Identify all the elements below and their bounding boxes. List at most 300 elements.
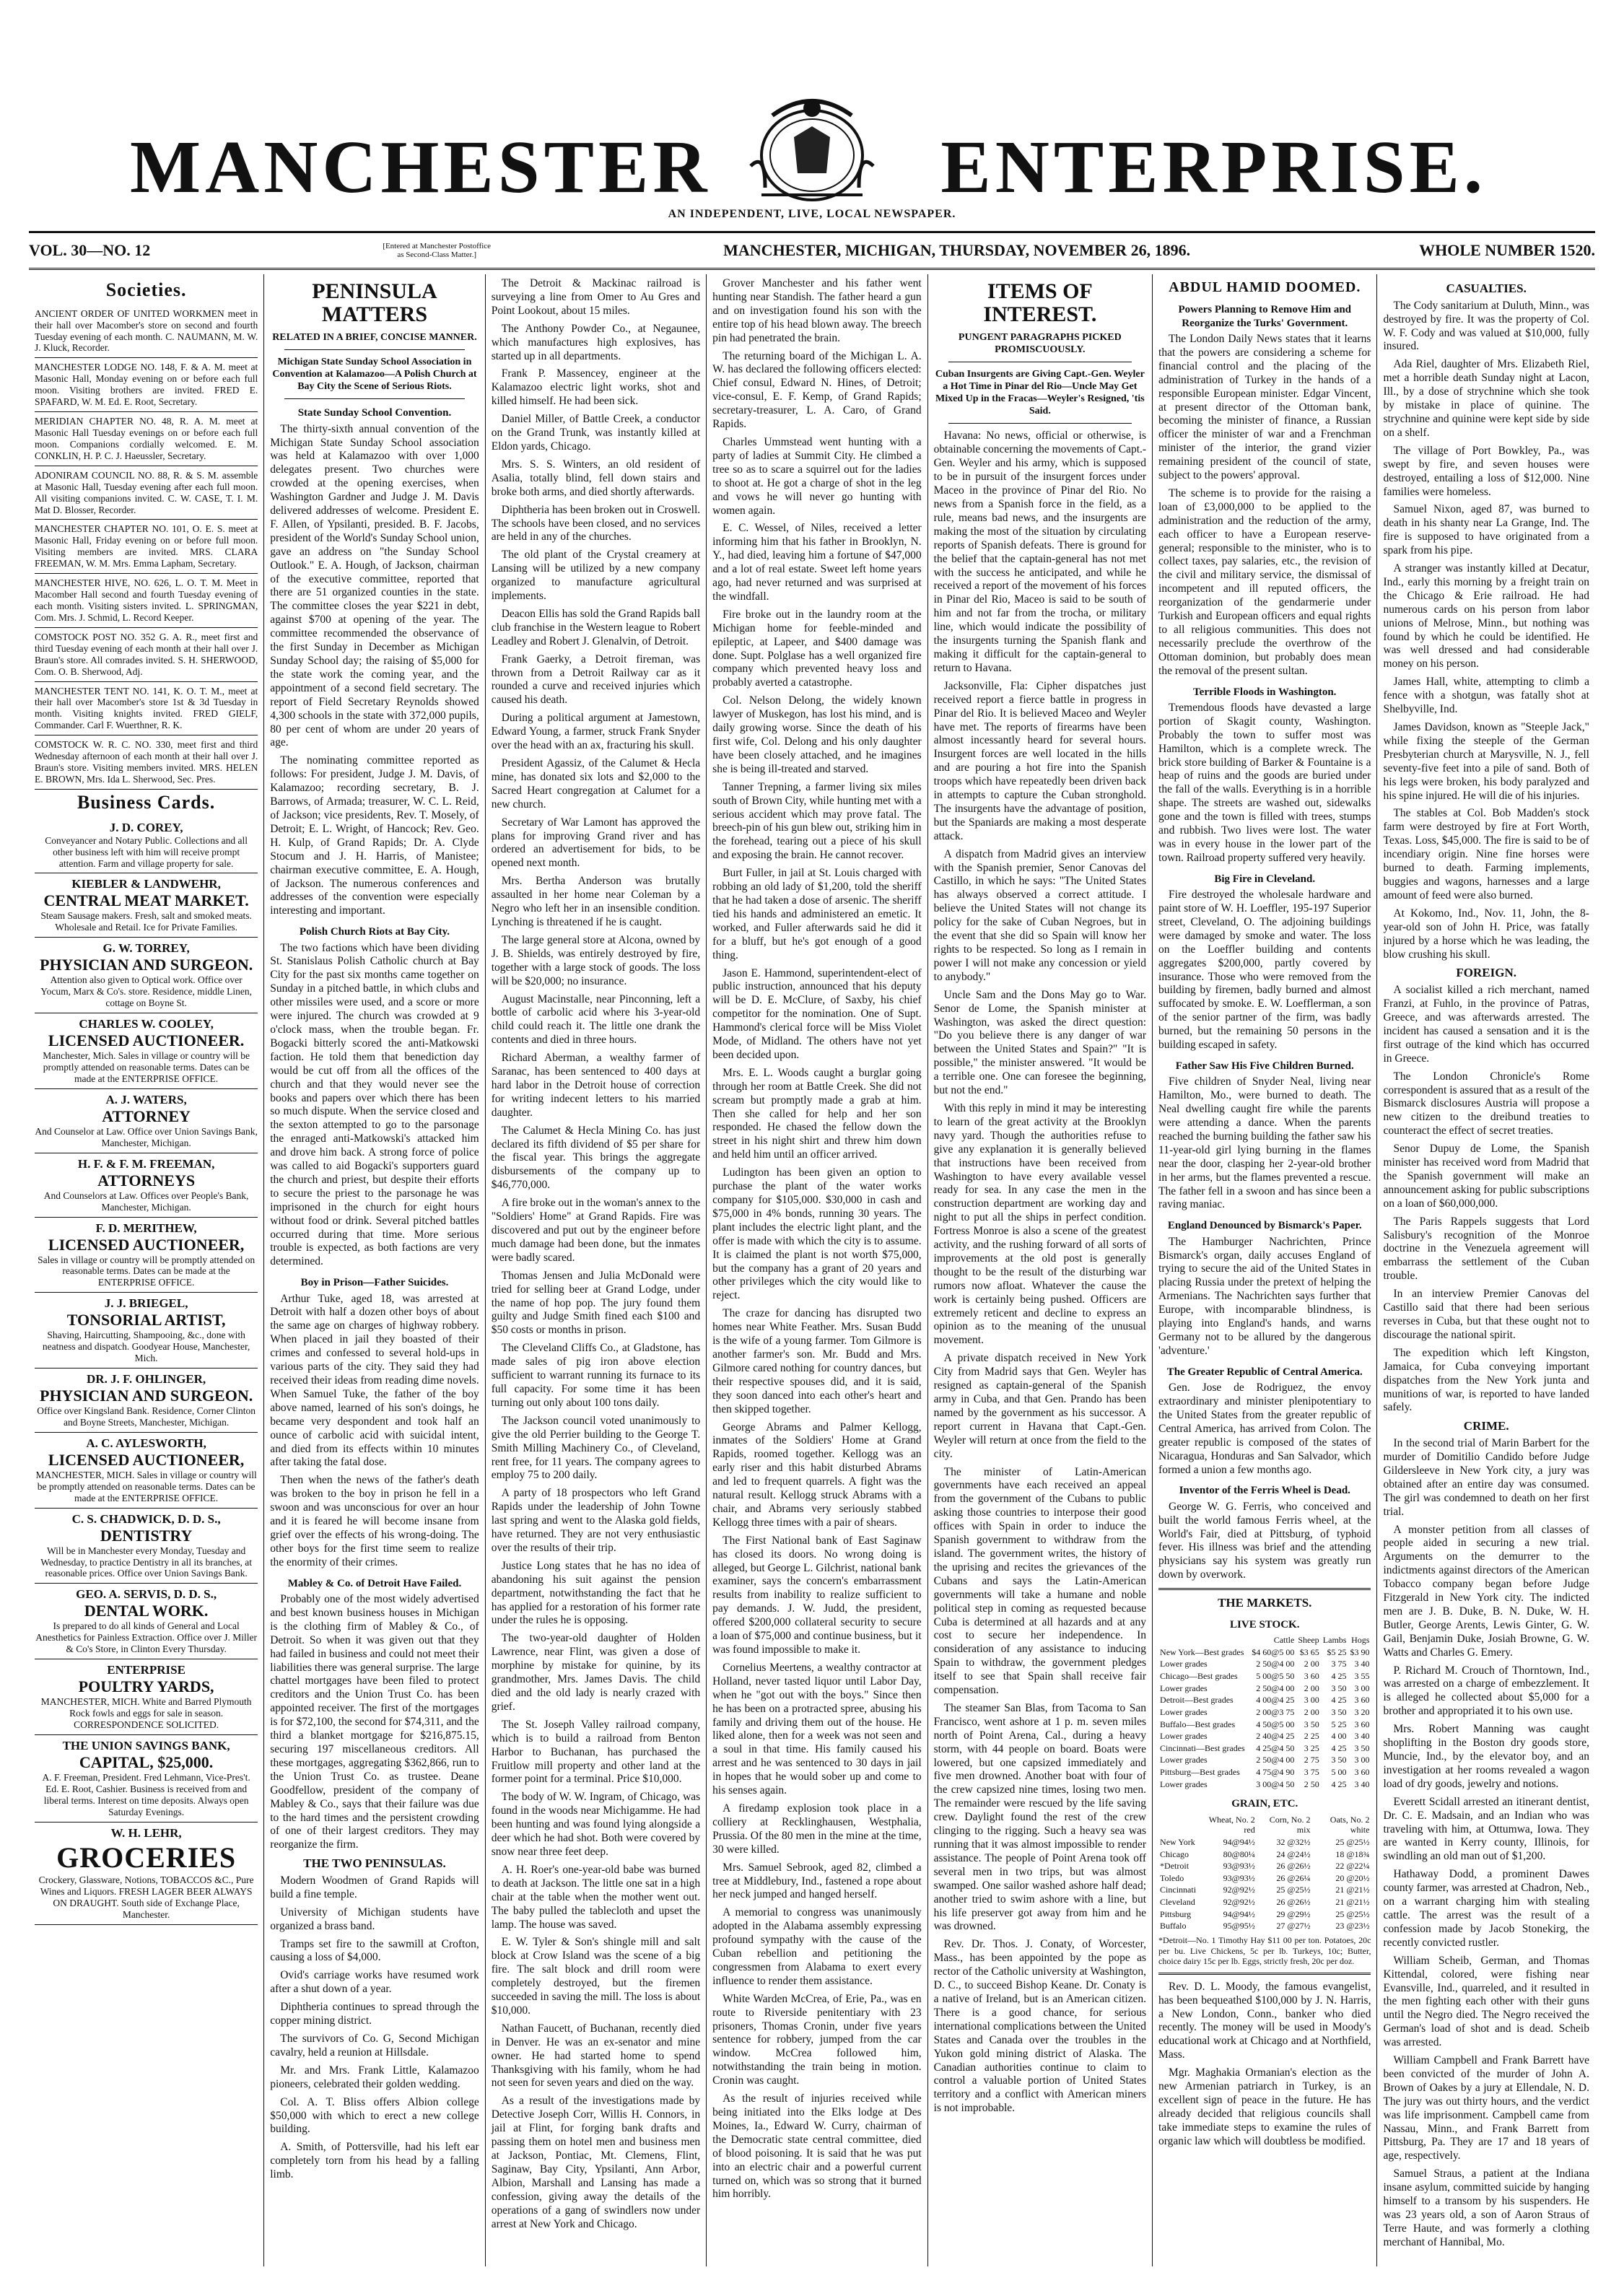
column-1-societies — [29, 274, 264, 2266]
table-cell: 3 60 — [1354, 1719, 1370, 1729]
table-cell: 26 @26½ — [1276, 1897, 1311, 1907]
table-cell: Lower grades — [1160, 1659, 1208, 1669]
table-row — [1158, 1836, 1371, 1848]
casualties-heading: CASUALTIES. — [1446, 281, 1527, 295]
news-item: Col. Nelson Delong, the widely known lawyer of Muskegon, has lost his mind, and is daily growing worse. Since the death of his first wife, Col. Delong and his only daughter have been closely attached, and he imagines she is being ill-treated and starved. — [712, 694, 922, 775]
table-cell: Lower grades — [1160, 1755, 1208, 1765]
section-title: Mabley & Co. of Detroit Have Failed. — [287, 1577, 462, 1589]
business-card-title: ATTORNEY — [102, 1106, 191, 1125]
business-card-title: PHYSICIAN AND SURGEON. — [40, 956, 253, 974]
business-cards-list — [35, 817, 258, 1925]
business-card-title: CAPITAL, $25,000. — [79, 1752, 214, 1771]
business-card — [35, 817, 258, 874]
section-title: Terrible Floods in Washington. — [1193, 686, 1337, 698]
table-cell: 2 00 — [1304, 1659, 1319, 1669]
table-cell: Cleveland — [1160, 1897, 1195, 1907]
table-row — [1158, 1872, 1371, 1885]
business-card-name: J. J. BRIEGEL, — [104, 1296, 188, 1311]
place-and-date: MANCHESTER, MICHIGAN, THURSDAY, NOVEMBER 26, 1896. — [723, 241, 1191, 259]
abdul-hamid-sections — [1158, 303, 1371, 1582]
table-cell: Toledo — [1160, 1872, 1184, 1883]
table-cell: Lower grades — [1160, 1682, 1208, 1693]
table-row — [1158, 1766, 1371, 1778]
business-card-name: THE UNION SAVINGS BANK, — [62, 1738, 230, 1752]
table-cell: 2 25 — [1304, 1731, 1319, 1742]
table-cell: 21 @21½ — [1335, 1885, 1370, 1895]
news-item: Uncle Sam and the Dons May go to War. Senor de Lome, the Spanish minister at Washington, was asked the direct question: "Do you believe there is any danger of war between the United States and Spain?" "It is possible," the minister answered. "It would be a terrible one. One can foresee the beginning, but not the end." — [933, 988, 1147, 1097]
section-title: State Sunday School Convention. — [297, 407, 452, 419]
society-notice: COMSTOCK W. R. C. NO. 330, meet first and third Wednesday afternoon of each month at their hall over J. Braun's store. Visiting members invited. MRS. HELEN E. BROWN, Mrs. Ida L. Sherwood, Sec. Pres. — [35, 735, 258, 790]
table-header-cell: Corn, No. 2 mix — [1269, 1814, 1311, 1835]
news-item: Ludington has been given an option to purchase the plant of the water works company for $105,000. $30,000 in cash and $75,000 in 4% bonds, running 30 years. The plant includes the electric light plant, and the offer is made with which the city is to assume. It is claimed the plant is not worth $75,000, but the company has a grant of 20 years and other privileges which the city would like to reject. — [712, 1166, 922, 1302]
business-card-text: Conveyancer and Notary Public. Collections and all other business left with him will receive prompt attention. Farm and village property for sale. — [45, 834, 248, 869]
table-cell: Cincinnati — [1160, 1885, 1197, 1895]
news-item: Mrs. Samuel Sebrook, aged 82, climbed a tree at Middlebury, Ind., fastened a rope about her neck jumped and hanged herself. — [712, 1861, 922, 1901]
news-item: Rev. D. L. Moody, the famous evangelist, has been bequeathed $100,000 by J. N. Harris, a New London, Conn., banker who died recently. The money will be used in Moody's educational work at Chicago and at Northfield, Mass. — [1158, 1980, 1371, 2061]
table-row — [1158, 1884, 1371, 1896]
news-item: Tanner Trepning, a farmer living six miles south of Brown City, while hunting met with a serious accident which may prove fatal. The breech-pin of his gun blew out, striking him in the forehead, tearing out a piece of his skull and exposing the brain. He cannot recover. — [712, 780, 922, 862]
business-card-name: F. D. MERITHEW, — [95, 1221, 197, 1235]
news-item: As a result of the investigations made by Detective Joseph Corr, Willis H. Connors, in jail at Flint, for forging bank drafts and passing them on hotel men and business men at Jackson, Pontiac, Mt. Clemens, Flint, Saginaw, Bay City, Ypsilanti, Ann Arbor, Albion, Marshall and Lansing has made a confession, giving away the details of the operations of a gang of swindlers now under arrest at New York and Chicago. — [491, 2095, 701, 2230]
section-title: Father Saw His Five Children Burned. — [1175, 1060, 1354, 1072]
news-item: Secretary of War Lamont has approved the plans for improving Grand river and has ordered an advertisement for bids, to be opened next month. — [491, 816, 701, 870]
table-cell: 5 25 — [1331, 1719, 1347, 1729]
news-item: George Abrams and Palmer Kellogg, inmates of the Soldiers' Home at Grand Rapids, roomed together. Kellogg was an early riser and this habit disturbed Abrams and led to frequent quarrels. A fight was the natural result. Kellogg struck Abrams with a chair, and Abrams very seriously stabbed Kellogg three times with a pair of shears. — [712, 1420, 922, 1529]
table-cell: 92@92½ — [1223, 1897, 1255, 1907]
table-cell: $5 25 — [1327, 1646, 1347, 1657]
table-cell: Lower grades — [1160, 1778, 1208, 1789]
news-item: The craze for dancing has disrupted two homes near White Feather. Mrs. Susan Budd is the wife of a young farmer. Tom Gilmore is another farmer's son. Mr. Budd and Mrs. Gilmore cared nothing for country dances, but their respective spouses did, and it is said, they soon danced into each other's heart and then skipped together. — [712, 1307, 922, 1415]
table-cell: 3 75 — [1331, 1659, 1347, 1669]
news-item: Justice Long states that he has no idea of abandoning his suit against the pension department, notwithstanding the fact that he has applied for a restoration of his former rate under the rules he is opposing. — [491, 1559, 701, 1627]
news-item: Frank Gaerky, a Detroit fireman, was thrown from a Detroit Railway car as it rounded a curve and received injuries which caused his death. — [491, 652, 701, 707]
news-item: The Paris Rappels suggests that Lord Salisbury's recognition of the Monroe doctrine in the Venezuela agreement will embarrass the settlement of the Cuban trouble. — [1383, 1215, 1589, 1283]
news-item: Rev. Dr. Thos. J. Conaty, of Worcester, Mass., has been appointed by the pope as rector of the Catholic university at Washington, D. C., to succeed Bishop Keane. Dr. Conaty is a native of Ireland, but is an American citizen. There is a good chance, for serious international complications between the United States and Canada over the troubles in the Yukon gold mining district of Alaska. The Canadian authorities continue to claim to control a valuable portion of United States territory and a conflict with American miners is not improbable. — [933, 1938, 1147, 2115]
news-item: Mr. and Mrs. Frank Little, Kalamazoo pioneers, celebrated their golden wedding. — [270, 2064, 479, 2090]
items-paragraphs — [934, 429, 1146, 2116]
table-cell: 3 40 — [1354, 1659, 1370, 1669]
news-item: The expedition which left Kingston, Jamaica, for Cuba conveying important dispatches from the New York junta and munitions of war, is reported to have landed safely. — [1383, 1346, 1589, 1414]
news-item: Ovid's carriage works have resumed work after a shut down of a year. — [270, 1969, 479, 1996]
article-paragraph: Five children of Snyder Neal, living near Hamilton, Mo., were burned to death. The Neal dwelling caught fire while the parents were attending a dance. When the parents reached the burning building the father saw his 11-year-old girl lying burning in the flames near the door, clasping her 2-year-old brother in her arms, but the flames prevented a rescue. The father fell in a swoon and has since been a raving maniac. — [1158, 1075, 1371, 1211]
news-item: Hathaway Dodd, a prominent Dawes county farmer, was arrested at Chadron, Neb., on a warrant charging him with stealing cattle. The arrest was the result of a confession made by Jacob Stonekirg, the recently convicted rustler. — [1383, 1868, 1589, 1949]
business-card-text: Is prepared to do all kinds of General and Local Anesthetics for Painless Extraction. Office over J. Miller & Co's Store, in Clinton Every Thursday. — [35, 1620, 258, 1655]
news-item: Cornelius Meertens, a wealthy contractor at Holland, never tasted liquor until Labor Day, when he "got out with the boys." Since then he has been on a protracted spree, abusing his family and driving them out of the house. He liked alone, then for a week was not seen and a soul in that time. His family caused his arrest and he was sentenced to 30 days in jail in hopes that he would sober up and come to his senses again. — [712, 1661, 922, 1797]
casualties-paragraphs — [1383, 300, 1589, 962]
article-paragraph: Gen. Jose de Rodriguez, the envoy extraordinary and minister plenipotentiary to the United States from the greater republic of Central America, has arrived from Colon. The greater republic is composed of the states of Nicaragua, Honduras and San Salvador, which formed a union a few months ago. — [1158, 1381, 1371, 1476]
society-notice: COMSTOCK POST NO. 352 G. A. R., meet first and third Tuesday evening of each month at their hall over J. Braun's store. All comrades invited. S. H. SHERWOOD, Com. O. B. Sherwood, Adj. — [35, 628, 258, 682]
business-card-name: A. C. AYLESWORTH, — [86, 1436, 206, 1450]
business-card — [35, 1293, 258, 1369]
table-row — [1158, 1694, 1371, 1706]
table-cell: 22 @22¼ — [1335, 1861, 1370, 1872]
table-cell: 29 @29½ — [1276, 1908, 1311, 1919]
table-cell: New York—Best grades — [1160, 1646, 1244, 1657]
news-item: James Hall, white, attempting to climb a fence with a shotgun, was fatally shot at Shelbyville, Ind. — [1383, 676, 1589, 716]
table-cell: 2 00 — [1304, 1706, 1319, 1717]
news-item: With this reply in mind it may be interesting to learn of the great activity at the Brooklyn navy yard. Though the authorities refuse to give any explanation it is generally believed that instructions have been received from Washington to have every available vessel ready for sea. In any case the men in the construction department are working day and night to put all the ships in perfect condition. Fortress Monroe is also a scene of the greatest activity, and the rushing forward of all sorts of improvements at the old post is generally thought to be the result of the disturbing war rumors now afloat. Whatever the cause the work is certainly being pushed. Officers are extremely reticent and decline to express an opinion as to the meaning of the unusual movement. — [933, 1101, 1147, 1347]
table-cell: 3 50 — [1354, 1742, 1370, 1753]
news-item: President Agassiz, of the Calumet & Hecla mine, has donated six lots and $2,000 to the Sacred Heart congregation at Calumet for a new church. — [491, 757, 701, 811]
table-cell: 23 @23½ — [1335, 1921, 1370, 1931]
table-cell: 92@92½ — [1223, 1885, 1255, 1895]
news-item: The Anthony Powder Co., at Negaunee, which manufactures high explosives, has started up in all departments. — [491, 322, 701, 362]
business-card — [35, 1509, 258, 1584]
news-item: The St. Joseph Valley railroad company, which is to build a railroad from Benton Harbor to Buchanan, has purchased the Fruitlow mill property and other land at the former point for a terminal. Price $10,000. — [491, 1718, 701, 1786]
business-card-title: GROCERIES — [56, 1841, 237, 1874]
news-item: Tramps set fire to the sawmill at Crofton, causing a loss of $4,000. — [270, 1937, 479, 1964]
business-card-title: DENTAL WORK. — [84, 1602, 209, 1620]
grain-table — [1158, 1814, 1371, 1932]
table-cell: 80@80¼ — [1223, 1848, 1255, 1859]
table-header-cell: Sheep — [1298, 1635, 1319, 1646]
table-cell: 26 @26½ — [1276, 1861, 1311, 1872]
business-card-name: W. H. LEHR, — [110, 1825, 182, 1840]
section-title: Big Fire in Cleveland. — [1214, 873, 1316, 885]
news-item: White Warden McCrea, of Erie, Pa., was en route to Riverside penitentiary with 23 prisoners, Thomas Cronin, under five years sentence for robbery, jumped from the car window. McCrea followed him, notwithstanding the train being in motion. Cronin was caught. — [712, 1992, 922, 2087]
table-cell: 3 40 — [1354, 1731, 1370, 1742]
table-cell: 3 60 — [1354, 1767, 1370, 1778]
table-cell: 2 50@4 00 — [1256, 1682, 1295, 1693]
column-6-abdul-hamid — [1153, 274, 1377, 2266]
news-item: Nathan Faucett, of Buchanan, recently died in Denver. He was an ex-senator and mine owner. He had started home to spend Thanksgiving with his family, whom he had not seen for seven years and died on the way. — [491, 2022, 701, 2090]
business-card-text: MANCHESTER, MICH. White and Barred Plymouth Rock fowls and eggs for sale in season. CORRESPONDENCE SOLICITED. — [40, 1696, 252, 1731]
table-row — [1158, 1908, 1371, 1921]
news-item: Thomas Jensen and Julia McDonald were tried for selling beer at Grand Lodge, under the name of hop pop. The jury found them guilty and Judge Smith fined each $100 and $50 costs or months in prison. — [491, 1269, 701, 1337]
table-cell: 3 50 — [1331, 1706, 1347, 1717]
table-row — [1158, 1860, 1371, 1872]
whole-number: WHOLE NUMBER 1520. — [1419, 241, 1595, 259]
business-card-name: J. D. COREY, — [109, 820, 183, 834]
business-card-text: Manchester, Mich. Sales in village or country will be promptly attended on reasonable terms. Dates can be made at the ENTERPRISE OFFICE. — [43, 1050, 250, 1084]
business-card-title: DENTISTRY — [100, 1526, 193, 1545]
news-item: August Macinstalle, near Pinconning, left a bottle of carbolic acid where his 3-year-old child could reach it. The little one drank the contents and died in three hours. — [491, 992, 701, 1047]
table-cell: 94@94½ — [1223, 1908, 1255, 1919]
business-card — [35, 1584, 258, 1659]
table-cell: 4 00 — [1331, 1731, 1347, 1742]
table-cell: 3 00 — [1354, 1755, 1370, 1765]
news-item: Mrs. Bertha Anderson was brutally assaulted in her home near Coleman by a Negro who left her in an insensible condition. Lynching is threatened if he is caught. — [491, 875, 701, 928]
table-cell: 4 50@5 00 — [1256, 1719, 1295, 1729]
table-cell: 4 25 — [1331, 1778, 1347, 1789]
news-item: Jason E. Hammond, superintendent-elect of public instruction, announced that his deputy will be D. E. McClure, of Saxby, his chief competitor for the nomination. One of Supt. Hammond's clerical force will be Miss Violet Mode, of Midland. The others have not yet been decided upon. — [712, 966, 922, 1061]
table-cell: $3 90 — [1350, 1646, 1370, 1657]
table-cell: 21 @21½ — [1335, 1897, 1370, 1907]
peninsula-sections — [270, 406, 479, 1852]
table-header-cell — [1158, 1634, 1249, 1646]
section-title: The Greater Republic of Central America. — [1166, 1366, 1363, 1378]
items-heading: ITEMS OF INTEREST. — [983, 279, 1097, 326]
business-card-name: ENTERPRISE — [107, 1663, 185, 1677]
news-item: Jacksonville, Fla: Cipher dispatches just received report a fierce battle in progress in Pinar del Rio. It is believed Maceo and Weyler have met. The reports of firearms have been almost incessantly heard for several hours. Insurgent forces are well located in the hills and are pouring a hot fire into the Spanish troops which have repeatedly been driven back in attempts to capture the Cuban stronghold. The insurgents have the advantage of position, but the Spaniards are making a most desperate attack. — [933, 679, 1147, 842]
business-card — [35, 873, 258, 938]
news-item: Samuel Straus, a patient at the Indiana insane asylum, committed suicide by hanging himself to a transom by his suspenders. He was 23 years old, a son of Aaron Straus of Terre Haute, and was formerly a clothing merchant of Hannibal, Mo. — [1383, 2168, 1589, 2248]
table-row — [1158, 1646, 1371, 1659]
grain-note: *Detroit—No. 1 Timothy Hay $11 00 per ton. Potatoes, 20c per bu. Live Chickens, 5c per lb. Turkeys, 10c; Butter, choice dairy 15c per lb. Eggs, strictly fresh, 20c per doz. — [1158, 1934, 1371, 1967]
business-card-text: A. F. Freeman, President. Fred Lehmann, Vice-Pres't. Ed. E. Root, Cashier. Business is received from and liberal terms. Interest on time deposits. Always open Saturday Evenings. — [42, 1771, 250, 1817]
news-item: James Davidson, known as "Steeple Jack," while fixing the steeple of the German Presbyterian church at Marysville, N. J., fell seventy-five feet into a pile of sand. Both of his legs were broken, his body paralyzed and his spine injured. He will die of his injuries. — [1383, 721, 1589, 802]
business-card-title: TONSORIAL ARTIST, — [66, 1311, 226, 1330]
volume-number: VOL. 30—NO. 12 — [29, 241, 151, 259]
column-3-news — [486, 274, 707, 2266]
business-card-text: Will be in Manchester every Monday, Tuesday and Wednesday, to practice Dentistry in all its branches, at reasonable prices. Office over Union Savings Bank. — [40, 1545, 252, 1579]
business-card-name: KIEBLER & LANDWEHR, — [71, 877, 221, 891]
business-card-name: GEO. A. SERVIS, D. D. S., — [76, 1587, 217, 1602]
table-cell: 2 50@4 00 — [1256, 1659, 1295, 1669]
article-paragraph: The thirty-sixth annual convention of the Michigan State Sunday School association was held at Kalamazoo with over 1,000 delegates present. Two churches were crowded at the opening exercises, when Washington Gardner and Judge J. M. Davis delivered addresses of welcome. President E. F. Allen, of Ypsilanti, presided. B. F. Jacobs, president of the World's Sunday School union, gave an address on "the Sunday School Outlook." E. A. Hough, of Jackson, chairman of the executive committee, reported that there are 51 organized counties in the state. The committee closes the year $221 in debt, against $700 at opening of the year. The committee recommended the observance of the first Sunday in December as Michigan Sunday School day; the raising of $5,000 for the state work the coming year, and the appointment of a second field secretary. The report of Field Secretary Reynolds showed 4,300 schools in the state with 372,000 pupils, 80 per cent of whom are under 20 years of age. — [270, 422, 479, 749]
article-paragraph: Fire destroyed the wholesale hardware and paint store of W. H. Loeffler, 195-197 Superior street, Cleveland, O. The adjoining buildings were damaged by smoke and water. The loss on the Loeffler building and contents aggregates $200,000, partly covered by insurance. Those who were removed from the building by firemen, badly burned and almost suffocated by smoke. E. W. Loefflerman, a son of the senior partner of the firm, was badly burned, but the remaining 50 persons in the building escaped in safety. — [1158, 889, 1371, 1052]
news-item: A socialist killed a rich merchant, named Franzi, at Fuhlo, in the province of Patras, Greece, and was afterwards arrested. The incident has caused a sensation and it is the first outrage of the kind which has occurred in Greece. — [1383, 984, 1589, 1065]
table-row — [1158, 1778, 1371, 1791]
table-cell: Chicago—Best grades — [1160, 1671, 1238, 1682]
peninsula-heading: PENINSULA MATTERS — [312, 279, 437, 326]
tagline: AN INDEPENDENT, LIVE, LOCAL NEWSPAPER. — [668, 208, 956, 220]
table-cell: 3 25 — [1304, 1742, 1319, 1753]
news-item: Senor Dupuy de Lome, the Spanish minister has received word from Madrid that the Spanish government will make an announcement asking for public subscriptions on a loan of $60,000,000. — [1383, 1143, 1589, 1210]
business-card-title: CENTRAL MEAT MARKET. — [43, 891, 249, 910]
title-enterprise: ENTERPRISE. — [940, 126, 1487, 209]
news-item: The two-year-old daughter of Holden Lawrence, near Flint, was given a dose of morphine by mistake for quinine, by its grandmother, Mrs. James Davis. The child died and the old lady is nearly crazed with grief. — [491, 1632, 701, 1713]
table-cell: Lower grades — [1160, 1731, 1208, 1742]
business-card-text: Sales in village or country will be promptly attended on reasonable terms. Dates can be made at the ENTERPRISE OFFICE. — [38, 1254, 256, 1288]
business-card — [35, 1013, 258, 1089]
postoffice-note: [Entered at Manchester Postoffice as Second-Class Matter.] — [383, 241, 492, 259]
news-item: At Kokomo, Ind., Nov. 11, John, the 8-year-old son of John H. Price, was fatally injured by a horse which he was leading, the blow crushing his skull. — [1383, 907, 1589, 961]
society-notice: MANCHESTER HIVE, NO. 626, L. O. T. M. Meet in Macomber Hall second and fourth Tuesday evening of each month. Visiting sisters invited. L. SPRINGMAN, Com. Mrs. J. Schmid, L. Record Keeper. — [35, 574, 258, 628]
peninsula-subheading: RELATED IN A BRIEF, CONCISE MANNER. — [272, 332, 477, 343]
table-cell: 3 50 — [1331, 1682, 1347, 1693]
foreign-paragraphs — [1383, 984, 1589, 1415]
state-seal-illustration — [722, 87, 902, 209]
table-cell: $4 60@5 00 — [1252, 1646, 1295, 1657]
news-item: The First National bank of East Saginaw has closed its doors. No wrong doing is alleged, but George L. Gilchrist, national bank examiner, says the concern's embarrassment results from inability to realize sufficient to pay demands. J. W. Judd, the president, offered $200,000 collateral security to secure a loan of $75,000 and continue business, but it was found impossible to make it. — [712, 1534, 922, 1656]
table-cell: 2 50 — [1304, 1778, 1319, 1789]
table-cell: 4 25@4 50 — [1256, 1742, 1295, 1753]
section-title: Powers Planning to Remove Him and Reorganize the Turks' Government. — [1178, 304, 1352, 329]
table-cell: Pittsburg—Best grades — [1160, 1767, 1240, 1778]
business-card — [35, 1089, 258, 1153]
business-card — [35, 1735, 258, 1823]
grain-heading: GRAIN, ETC. — [1231, 1798, 1298, 1810]
table-cell: 3 75 — [1304, 1767, 1319, 1778]
news-item: Deacon Ellis has sold the Grand Rapids ball club franchise in the Western league to Robert Leadley and Robert J. Glenalvin, of Detroit. — [491, 607, 701, 647]
masthead — [29, 43, 1595, 233]
table-cell: 25 @25½ — [1335, 1908, 1370, 1919]
table-cell: 3 60 — [1304, 1671, 1319, 1682]
news-item: The minister of Latin-American governments have each received an appeal from the government of the Cubans to public asking those countries to interpose their good offices with Spain in order to induce the Spanish government to withdraw from the island. The government writes, the history of the uprising and recites the grievances of the Cubans and says the Latin-American governments will take a humane and noble political step in coming as requested because Cuba is determined at all hazards and at any cost to secure her independence. In consideration of any assistance to inducing Spain to withdraw, the government pledges itself to see that Spain shall receive fair compensation. — [933, 1465, 1147, 1697]
societies-list — [35, 305, 258, 790]
table-cell: 3 00 — [1354, 1682, 1370, 1693]
business-card-text: And Counselor at Law. Office over Union Savings Bank, Manchester, Michigan. — [35, 1125, 258, 1148]
society-notice: MANCHESTER LODGE NO. 148, F. & A. M. meet at Masonic Hall, Monday evening on or before each full moon. Visiting brothers are invited. FRED E. SPAFARD, W. M. Ed. E. Root, Secretary. — [35, 358, 258, 412]
article-paragraph: George W. G. Ferris, who conceived and built the world famous Ferris wheel, at the World's Fair, died at Pittsburg, of typhoid fever. His illness was brief and the attending physicians say his system was greatly run down by overwork. — [1158, 1500, 1371, 1581]
news-item: The Calumet & Hecla Mining Co. has just declared its fifth dividend of $5 per share for the fiscal year. This brings the aggregate disbursements of the company up to $46,770,000. — [491, 1124, 701, 1192]
table-cell: 2 40@4 25 — [1256, 1731, 1295, 1742]
table-cell: 32 @32½ — [1276, 1836, 1311, 1847]
table-cell: Cincinnati—Best grades — [1160, 1742, 1245, 1753]
table-cell: Chicago — [1160, 1848, 1189, 1859]
table-row — [1158, 1658, 1371, 1670]
article-paragraph: The two factions which have been dividing St. Stanislaus Polish Catholic church at Bay City for the past six months came together on Sunday in a pitched battle, in which clubs and other missiles were used, and a score or more were injured. The church was crowded at 9 o'clock mass, when the trouble began. Fr. Bogacki bitterly scored the anti-Matkowski faction. He told them that benediction day would be cut off from all the offices of the church and that they would never see the books and papers over which there has been so much dispute. When the service closed and the sexton attempted to go to the parsonage the enraged anti-Matkowski's attacked him and drove him back. A strong force of police was called to aid Bogacki's supporters guard the church and priest, but despite their efforts to secure the priest to the parsonage he was imprisoned in the church for eight hours without food or drink. Several pitched battles occurred during that time. More serious trouble is expected, as both factions are very determined. — [270, 941, 479, 1268]
table-header-cell: Lambs — [1322, 1635, 1347, 1646]
table-cell: *Detroit — [1160, 1861, 1189, 1872]
article-paragraph: The Hamburger Nachrichten, Prince Bismarck's organ, daily accuses England of trying to secure the aid of the United States in placing Russia under the pretext of helping the Armenians. The Nachrichten says further that Europe, with incomparable blindness, is playing into England's hands, and warns Germany not to be allured by the dangerous 'adventure.' — [1158, 1235, 1371, 1357]
news-item: The stables at Col. Bob Madden's stock farm were destroyed by fire at Fort Worth, Texas. Loss, $45,000. The fire is said to be of incendiary origin. Nine fine horses were burned to death. Farming implements, buggies and wagons, harnesses and a large amount of feed were also burned. — [1383, 807, 1589, 902]
business-card-title: PHYSICIAN AND SURGEON. — [40, 1387, 253, 1405]
table-cell: 94@94½ — [1223, 1836, 1255, 1847]
article-paragraph: Then when the news of the father's death was broken to the boy in prison he fell in a swoon and was unconscious for over an hour and it is feared he will become insane from grief over the effects of his wrong-doing. The other boys for the first time seem to realize the enormity of their crimes. — [270, 1474, 479, 1568]
news-item: Burt Fuller, in jail at St. Louis charged with robbing an old lady of $1,200, told the sheriff that he had taken a dose of arsenic. The sheriff tied his hands and administered an emetic. It worked, and Fuller afterwards said he did it for a bluff, but he's got enough of a good thing. — [712, 867, 922, 961]
news-item: A party of 18 prospectors who left Grand Rapids under the leadership of John Towne last spring and went to the Alaska gold fields, have returned. They are not very enthusiastic over the results of their trip. — [491, 1487, 701, 1554]
table-cell: 26 @26¼ — [1276, 1872, 1311, 1883]
table-row — [1158, 1742, 1371, 1755]
business-card — [35, 1659, 258, 1735]
business-card-text: Steam Sausage makers. Fresh, salt and smoked meats. Wholesale and Retail. Ice for Private Families. — [40, 910, 252, 933]
society-notice: MANCHESTER CHAPTER NO. 101, O. E. S. meet at Masonic Hall, Friday evening on or before full moon. Visiting members are invited. MRS. CLARA FREEMAN, W. M. Mrs. Emma Lapham, Secretary. — [35, 520, 258, 574]
table-cell: 2 00@3 75 — [1256, 1706, 1295, 1717]
news-item: E. W. Tyler & Son's shingle mill and salt block at Crow Island was the scene of a big fire. The salt block and drill room were completely destroyed, but the firemen succeeded in saving the mill. The loss is about $10,000. — [491, 1936, 701, 2017]
table-cell: 3 20 — [1354, 1706, 1370, 1717]
news-item: Frank P. Massencey, engineer at the Kalamazoo electric light works, shot and killed himself. He had been sick. — [491, 367, 701, 408]
business-card-name: DR. J. F. OHLINGER, — [87, 1372, 206, 1387]
business-card-text: Attention also given to Optical work. Office over Yocum, Marx & Co's. store. Residence, middle Linen, cottage on Boyne St. — [40, 974, 252, 1009]
table-cell: 3 40 — [1354, 1778, 1370, 1789]
table-header-cell: Hogs — [1351, 1635, 1370, 1646]
society-notice: ADONIRAM COUNCIL NO. 88, R. & S. M. assemble at Masonic Hall, Tuesday evening after each full moon. All visiting companions invited. C. W. CASE, T. I. M. Mat D. Blosser, Recorder. — [35, 466, 258, 520]
business-card — [35, 1433, 258, 1509]
title-manchester: MANCHESTER — [130, 126, 712, 209]
news-item: Mrs. E. L. Woods caught a burglar going through her room at Battle Creek. She did not scream but promptly made a grab at him. Then she called for help and her son responded. He chased the fellow down the street in his night shirt and threw him down and held him until an officer arrived. — [712, 1066, 922, 1161]
section-title: Boy in Prison—Father Suicides. — [300, 1277, 449, 1289]
news-item: A dispatch from Madrid gives an interview with the Spanish premier, Senor Canovas del Castillo, in which he says: "The United States has always observed a correct attitude. I believe the United States will not change its policy for the sake of Cuban Negroes, but in the event that she did so Spain will know her rights to be respected. So long as I remain in power I will not make any concession or yield to anybody." — [933, 847, 1147, 983]
table-cell: Buffalo—Best grades — [1160, 1719, 1236, 1729]
news-item: William Campbell and Frank Barrett have been convicted of the murder of John A. Brown of Oakes by a jury at Ellendale, N. D. The jury was out thirty hours, and the verdict was life imprisonment. Campbell came from Nassau, Minn., and Frank Barrett from Pittsburg, Pa. They are 17 and 18 years of age, respectively. — [1383, 2054, 1589, 2162]
article-paragraph: The London Daily News states that it learns that the powers are considering a scheme for financial control and the placing of the administration of Turkey in the hands of a responsible European minister. Edgar Vincent, at present director of the Ottoman bank, becoming the minister of finance, a Russian officer the minister of war and a Frenchman minister of the interior, the grand vizier remaining president of the council of state, subject to the powers' approval. — [1158, 332, 1371, 482]
societies-heading: Societies. — [105, 279, 187, 300]
two-peninsulas-items — [270, 1874, 479, 2182]
news-item: Richard Aberman, a wealthy farmer of Saranac, has been sentenced to 400 days at hard labor in the Detroit house of correction for writing indecent letters to his married daughter. — [491, 1052, 701, 1119]
foreign-heading: FOREIGN. — [1456, 966, 1516, 980]
table-cell: 4 25 — [1331, 1671, 1347, 1682]
table-cell: Detroit—Best grades — [1160, 1695, 1234, 1706]
news-item: A private dispatch received in New York City from Madrid says that Gen. Weyler has resigned as captain-general of the Spanish army in Cuba, and that Gen. Prando has been named by the government as his successor. A report current in Havana that Capt.-Gen. Weyler will return at once from the field to the city. — [933, 1352, 1147, 1460]
table-row — [1158, 1920, 1371, 1932]
crime-paragraphs — [1383, 1437, 1589, 2250]
news-item: The survivors of Co. G, Second Michigan cavalry, held a reunion at Hillsdale. — [270, 2033, 479, 2059]
news-item: The village of Port Bowkley, Pa., was swept by fire, and seven houses were destroyed, entailing a loss of $12,000. Nine families were homeless. — [1383, 444, 1589, 498]
table-cell: 93@93½ — [1223, 1861, 1255, 1872]
table-row — [1158, 1682, 1371, 1695]
news-item: As the result of injuries received while being initiated into the Elks lodge at Des Moines, Ia., Edward W. Curry, chairman of the Democratic state central committee, died of blood poisoning. It is said that he was put into an electric chair and a powerful current turned on, which was so strong that it burned him horribly. — [712, 2092, 922, 2201]
table-cell: 95@95½ — [1223, 1921, 1255, 1931]
news-item: The Cody sanitarium at Duluth, Minn., was destroyed by fire. It was the property of Col. W. F. Cody and was valued at $10,000, fully insured. — [1383, 299, 1589, 353]
table-cell: 93@93½ — [1223, 1872, 1255, 1883]
news-item: E. C. Wessel, of Niles, received a letter informing him that his father in Brooklyn, N. Y., had died, leaving him a fortune of $47,000 and a lot of real estate. Sweet left home years ago, had never returned and was surprised at the windfall. — [712, 522, 922, 603]
business-card-text: Shaving, Haircutting, Shampooing, &c., done with neatness and dispatch. Goodyear House, Manchester, Mich. — [42, 1330, 250, 1364]
business-card-text: MANCHESTER, MICH. Sales in village or country will be promptly attended on reasonable terms. Dates can be made at the ENTERPRISE OFFICE. — [35, 1469, 257, 1503]
article-paragraph: The nominating committee reported as follows: For president, Judge J. M. Davis, of Kalamazoo; recording secretary, B. J. Barrows, of Armada; treasurer, W. C. L. Reid, of Jackson; vice presidents, Rev. T. Mosely, of Detroit; E. L. Wright, of Hancock; Rev. Geo. H. Kulp, of Grand Rapids; Dr. A. Clyde Stocum and J. H. Harris, of Manistee; chairman executive committee, E. A. Hough, of Jackson. The numerous conferences and addresses of the convention were especially interesting and important. — [270, 754, 479, 917]
crime-heading: CRIME. — [1463, 1419, 1509, 1433]
news-item: The Cleveland Cliffs Co., at Gladstone, has made sales of pig iron above election sufficient to warrant running its furnace to its full capacity. For some time it has been turning out only about 100 tons daily. — [491, 1342, 701, 1409]
news-item: Col. A. T. Bliss offers Albion college $50,000 with which to erect a new college building. — [270, 2095, 479, 2136]
column-3-paragraphs — [492, 277, 700, 2231]
column-5-items-of-interest — [928, 274, 1153, 2266]
news-item: In an interview Premier Canovas del Castillo said that there had been serious reverses in Cuba, but that these ought not to discourage the national spirit. — [1383, 1288, 1589, 1341]
table-cell: 5 00 — [1331, 1767, 1347, 1778]
table-cell: 20 @20½ — [1335, 1872, 1370, 1883]
column-2-peninsula-matters — [264, 274, 485, 2266]
news-item: A firedamp explosion took place in a colliery at Recklinghausen, Westphalia, Prussia. Of the 80 men in the mine at the time, 30 were killed. — [712, 1802, 922, 1856]
news-item: Samuel Nixon, aged 87, was burned to death in his shanty near La Grange, Ind. The fire is supposed to have originated from a spark from his pipe. — [1383, 503, 1589, 557]
business-card-name: CHARLES W. COOLEY, — [79, 1017, 214, 1031]
business-cards-heading: Business Cards. — [77, 791, 216, 813]
business-card — [35, 1153, 258, 1218]
table-row — [1158, 1719, 1371, 1731]
news-item: William Scheib, German, and Thomas Kittendal, colored, were fishing near Evansville, Ind., quarreled, and it resulted in the men fighting each other with their guns until the Negro died. The Negro received the German's load of shot and is dead. Scheib was arrested. — [1383, 1954, 1589, 2049]
business-card-text: And Counselors at Law. Offices over People's Bank, Manchester, Michigan. — [43, 1189, 249, 1213]
markets-heading: THE MARKETS. — [1218, 1596, 1312, 1610]
news-item: The Detroit & Mackinac railroad is surveying a line from Omer to Au Gres and Point Lookout, about 15 miles. — [491, 277, 701, 317]
column-4-paragraphs — [712, 277, 921, 2201]
table-header-cell: Cattle — [1273, 1635, 1295, 1646]
business-card-text: Office over Kingsland Bank. Residence, Corner Clinton and Boyne Streets, Manchester, Michigan. — [37, 1405, 256, 1428]
table-cell: 5 00@5 50 — [1256, 1671, 1295, 1682]
abdul-hamid-heading: ABDUL HAMID DOOMED. — [1169, 279, 1361, 295]
news-item: Modern Woodmen of Grand Rapids will build a fine temple. — [270, 1874, 479, 1900]
business-card-title: POULTRY YARDS, — [78, 1677, 214, 1696]
news-item: A monster petition from all classes of people aided in securing a new trial. Arguments on the demurrer to the indictments against directors of the American Tobacco company began before Judge Fitzgerald in New York city. The indicted men are J. B. Duke, B. N. Duke, W. H. Butler, George Arents, Lewis Ginter, G. W. Gail, Benjamin Duke, Josiah Browne, G. W. Watts and Charles G. Emery. — [1383, 1523, 1589, 1659]
table-row — [1158, 1848, 1371, 1861]
article-paragraph: Arthur Tuke, aged 18, was arrested at Detroit with half a dozen other boys of about the same age on charges of highway robbery. When placed in jail they boasted of their crimes and confessed to several hold-ups in various parts of the city. They said they had received their ideas from reading dime novels. When Samuel Tuke, the father of the boy above named, learned of his son's doings, he became very despondent and took half an ounce of carbolic acid with suicidal intent, and died from its effects within 10 minutes after taking the fatal dose. — [270, 1292, 479, 1469]
table-cell: Lower grades — [1160, 1706, 1208, 1717]
business-card — [35, 1823, 258, 1925]
table-cell: 25 @25½ — [1276, 1885, 1311, 1895]
news-item: The steamer San Blas, from Tacoma to San Francisco, went ashore at 1 p. m. seven miles north of Point Arena, Cal., during a heavy storm, with 44 people on board. Boats were lowered, but one capsized immediately and five men drowned. Another boat with four of the crew capsized nine times, losing two men. The remainder were rescued by the life saving crew. Daylight found the rest of the crew clinging to the rigging. Such a heavy sea was running that it was almost impossible to render assistance. The people of Point Arena took off several men in two trips, but was almost swamped. One sailor washed ashore half dead; another tried to swim ashore with a line, but his life preserver got away from him and he was drowned. — [933, 1701, 1147, 1933]
business-card-title: LICENSED AUCTIONEER, — [48, 1450, 245, 1469]
news-item: The large general store at Alcona, owned by J. B. Shields, was entirely destroyed by fire, together with a large stock of goods. The loss will be $20,000; no insurance. — [491, 933, 701, 987]
business-card-title: LICENSED AUCTIONEER. — [48, 1031, 245, 1050]
news-item: The Jackson council voted unanimously to give the old Perrier building to the George T. Smith Milling Machinery Co., of Cleveland, rent free, for 11 years. The company agrees to employ 75 to 200 daily. — [491, 1414, 701, 1482]
two-peninsulas-heading: THE TWO PENINSULAS. — [303, 1856, 446, 1871]
table-row — [1158, 1706, 1371, 1719]
table-cell: 24 @24½ — [1276, 1848, 1311, 1859]
business-card-title: ATTORNEYS — [97, 1171, 196, 1189]
table-row — [1158, 1754, 1371, 1766]
news-item: Diphtheria has been broken out in Croswell. The schools have been closed, and no services are held in any of the churches. — [491, 503, 701, 544]
livestock-heading: LIVE STOCK. — [1230, 1618, 1300, 1631]
dateline — [29, 233, 1595, 270]
section-title: England Denounced by Bismarck's Paper. — [1167, 1220, 1362, 1232]
livestock-table — [1158, 1634, 1371, 1790]
news-item: Grover Manchester and his father went hunting near Standish. The father heard a gun and on investigation found his son with the entire top of his head blown away. The breech pin had penetrated the brain. — [712, 277, 922, 344]
table-cell: 3 50 — [1331, 1755, 1347, 1765]
news-item: In the second trial of Marin Barbert for the murder of Domitilio Candido before Judge Gildersleeve in New York city, a jury was obtained after an entire day was consumed. The girl was condemned to death on her first trial. — [1383, 1437, 1589, 1518]
table-header-cell — [1158, 1814, 1197, 1836]
news-item: A stranger was instantly killed at Decatur, Ind., early this morning by a freight train on the Chicago & Erie railroad. He had numerous cards on his person from labor unions of Melrose, Minn., but nothing was found by which he could be identified. He was well dressed and had considerable money on his person. — [1383, 562, 1589, 671]
business-card-name: G. W. TORREY, — [102, 941, 190, 956]
table-cell: 3 60 — [1354, 1695, 1370, 1706]
news-item: P. Richard M. Crouch of Thorntown, Ind., was arrested on a charge of embezzlement. It is alleged he collected about $5,000 for a brother and appropriated it to his own use. — [1383, 1664, 1589, 1718]
article-paragraph: Tremendous floods have devasted a large portion of Skagit county, Washington. Probably the town to suffer most was Hamilton, which is a complete wreck. The brick store building of Barker & Fountaine is a heap of ruins and the goods are buried under the fall of the walls. Everything is in a horrible shape. The streets are washed out, sidewalks gone and the town is filled with trees, stumps and rubbish. Two lives were lost. The water was in every house in the lower part of the town. Railroad property suffered very heavily. — [1158, 701, 1371, 864]
table-header-cell: Wheat, No. 2 red — [1208, 1814, 1255, 1835]
section-title: Polish Church Riots at Bay City. — [299, 926, 450, 938]
news-item: Everett Scidall arrested an itinerant dentist, Dr. C. E. Madsain, and an Indian who was traveling with him, at Ottumwa, Iowa. They are wanted in Kerry county, Illinois, for swindling an old man out of $1,200. — [1383, 1795, 1589, 1863]
table-cell: 3 00@4 50 — [1256, 1778, 1295, 1789]
peninsula-summary: Michigan State Sunday School Association in Convention at Kalamazoo—A Polish Church at Bay City the Scene of Serious Riots. — [272, 357, 477, 393]
news-item: Diphtheria continues to spread through the copper mining district. — [270, 2001, 479, 2027]
column-6-tail — [1158, 1981, 1371, 2149]
table-cell: 4 25 — [1331, 1742, 1347, 1753]
